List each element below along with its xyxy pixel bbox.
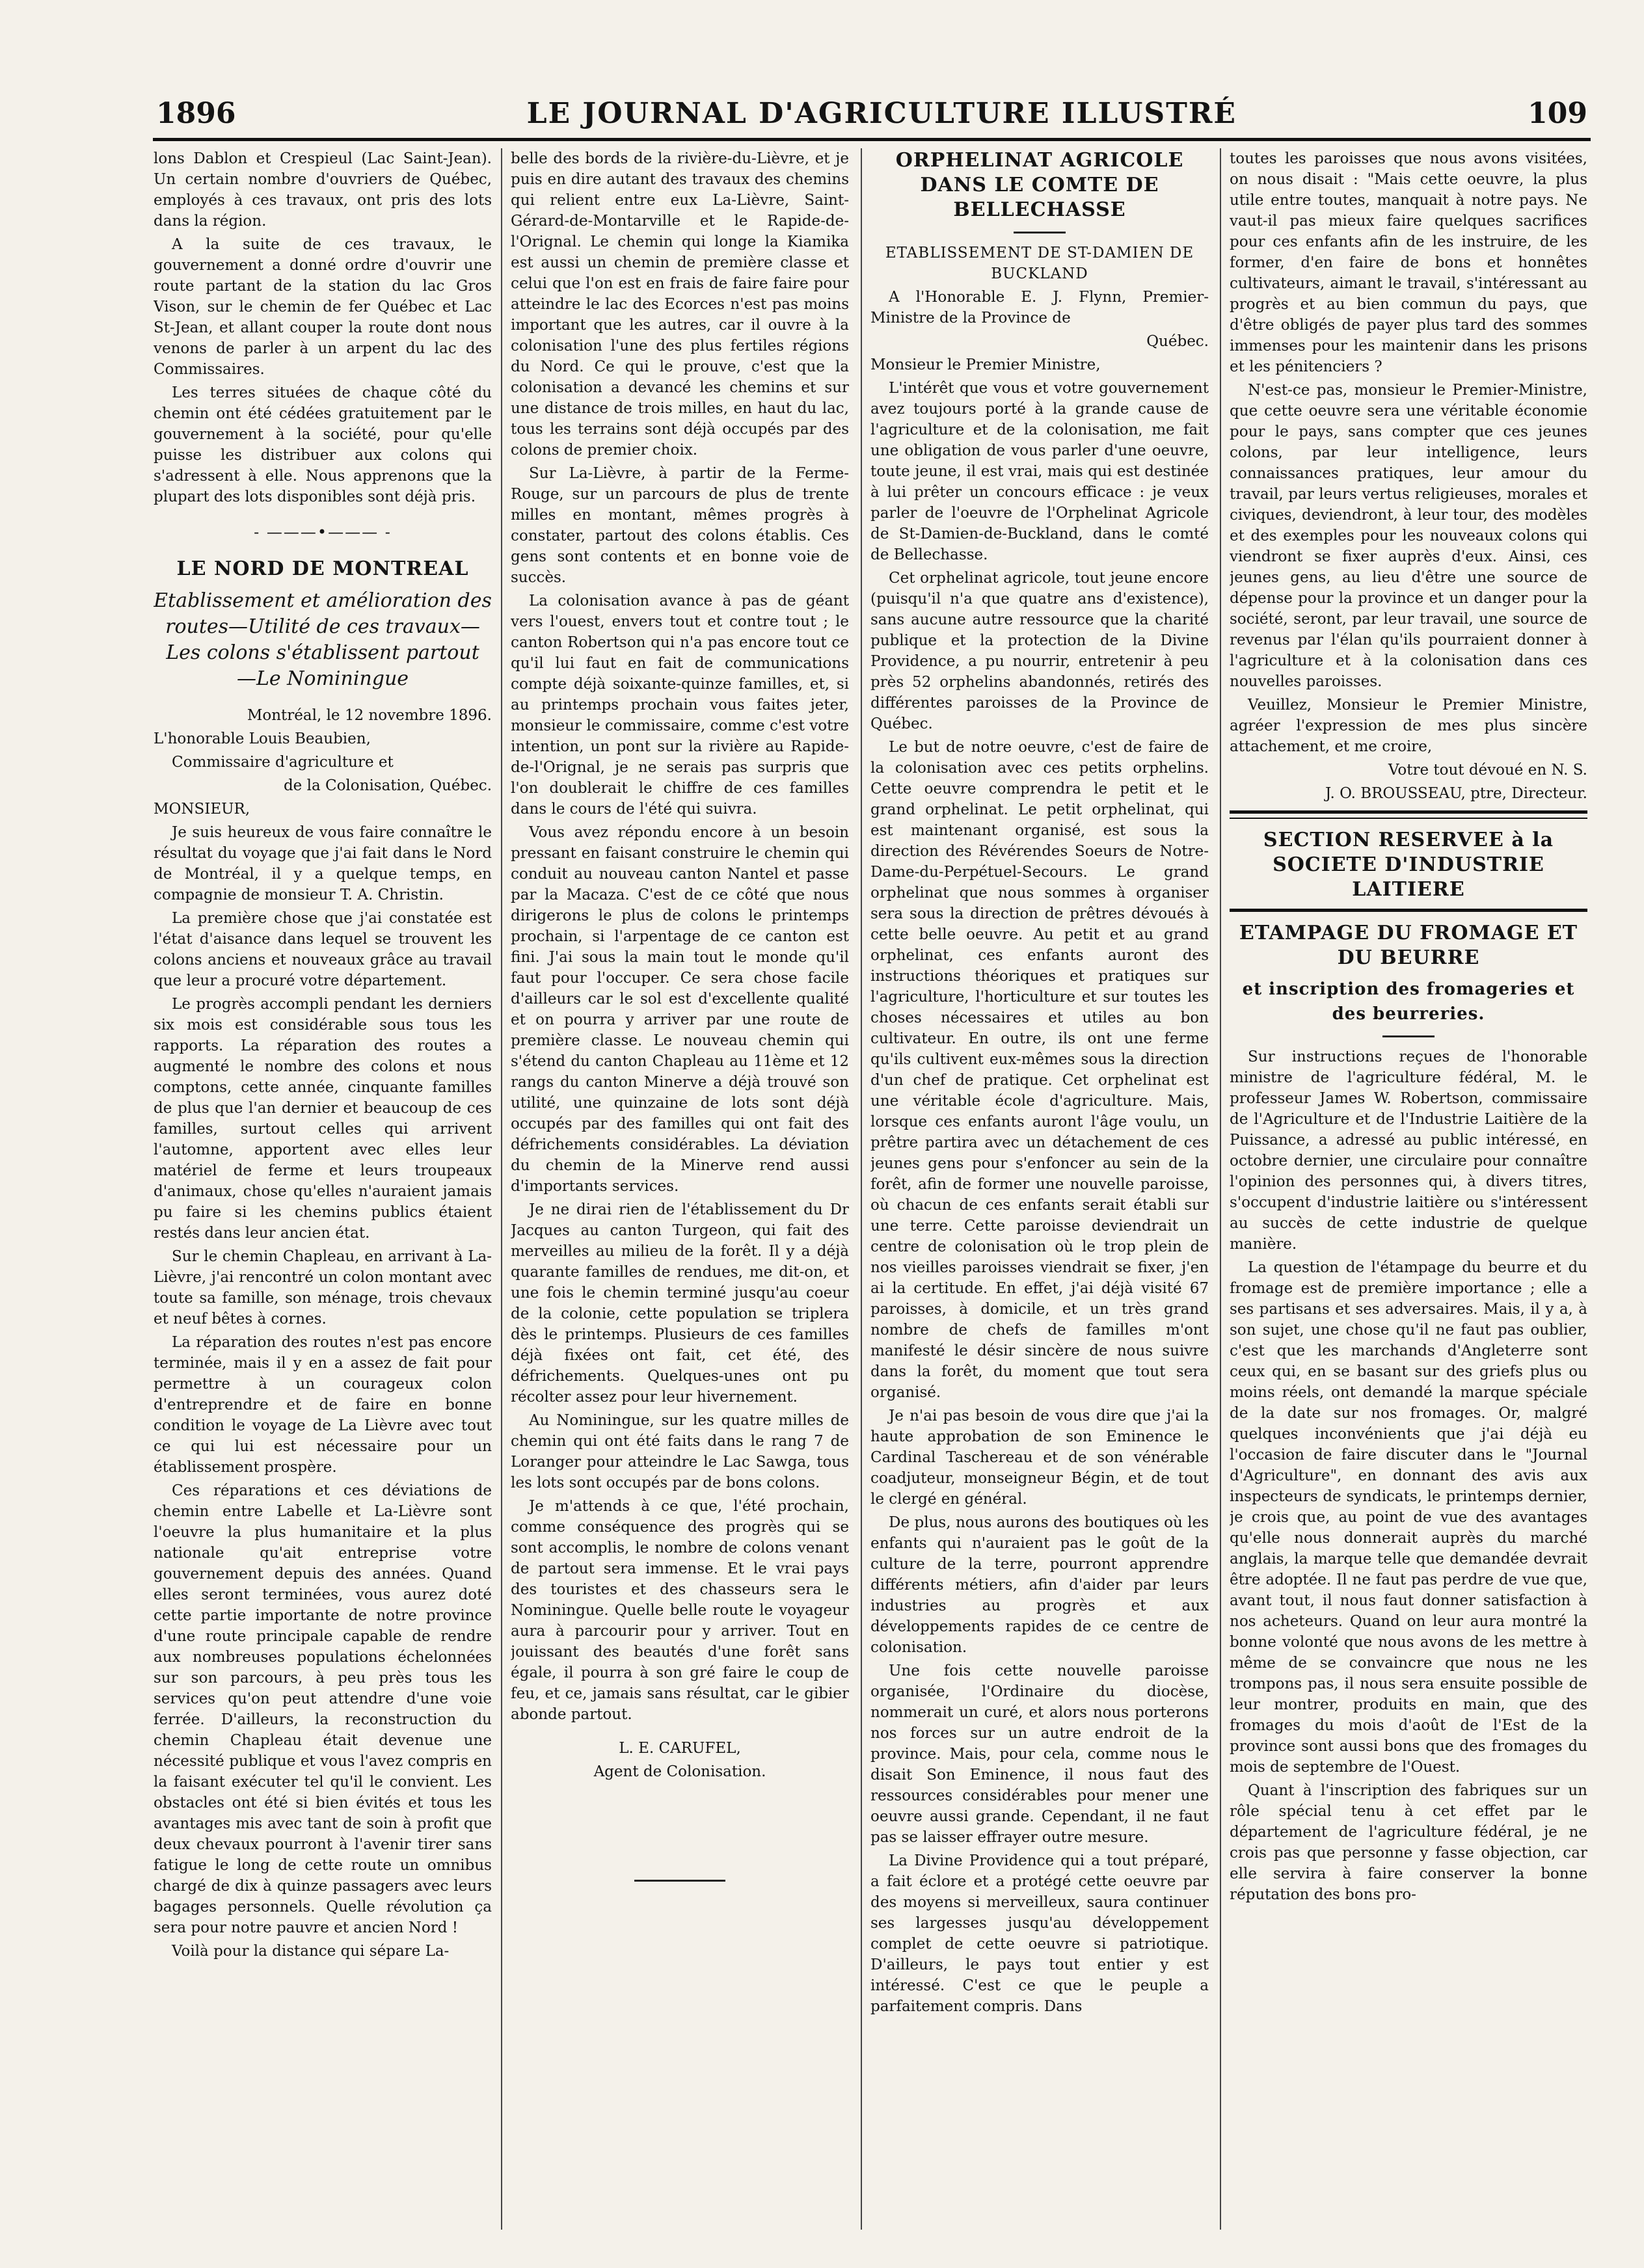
paragraph: Je ne dirai rien de l'établissement du Dr Jacques au canton Turgeon, qui fait des merveilles au milieu de la forêt. Il y a déjà quarante familles de rendues, me dit-on, et une fois le chemin terminé jusqu'au coeur de la colonie, cette population se triplera dès le printemps. Plusieurs de ces familles déjà fixées ont fait, cet été, des défrichements. Quelques-unes ont pu récolter assez pour leur hivernement.	[511, 1201, 849, 1406]
column-4	[1230, 148, 1587, 2249]
address-line: de la Colonisation, Québec.	[283, 777, 492, 794]
address-line: L'honorable Louis Beaubien,	[154, 730, 371, 747]
paragraph: Au Nominingue, sur les quatre milles de chemin qui ont été faits dans le rang 7 de Loranger pour atteindre le Lac Sawga, tous les lots sont occupés par de bons colons.	[511, 1412, 849, 1491]
subheading-line: —Le Nominingue	[236, 667, 409, 690]
paragraph: Cet orphelinat agricole, tout jeune encore (puisqu'il n'a que quatre ans d'existence), sans aucune autre ressource que la charité publique et la protection de la Divine Providence, a pu nourrir, entretenir à peu près 52 orphelins abandonnés, retirés des différentes paroisses de la Province de Québec.	[870, 570, 1209, 732]
closing: Votre tout dévoué en N. S.	[1388, 762, 1587, 779]
paragraph: Je suis heureux de vous faire connaître le résultat du voyage que j'ai fait dans le Nord de Montréal, il y a quelque temps, en compagnie de monsieur T. A. Christin.	[154, 824, 492, 903]
paragraph: Le progrès accompli pendant les derniers six mois est considérable sous tous les rapports. La réparation des routes a augmenté le nombre des colons et nous comptons, cette année, cinquante familles de plus que l'an dernier et beaucoup de ces familles, surtout celles qui arrivent l'automne, apportent avec elles leur matériel de ferme et leurs troupeaux d'animaux, chose qu'elles n'auraient jamais pu faire si les chemins publics étaient restés dans leur ancien état.	[154, 996, 492, 1242]
column-rule	[861, 148, 862, 2230]
paragraph: Veuillez, Monsieur le Premier Ministre, agréer l'expression de mes plus sincère attachement, et me croire,	[1230, 697, 1587, 755]
paragraph: A la suite de ces travaux, le gouvernement a donné ordre d'ouvrir une route partant de la station du lac Gros Vison, sur le chemin de fer Québec et Lac St-Jean, et allant couper la route dont nous venons de parler à un arpent du lac des Commissaires.	[154, 236, 492, 378]
paragraph: Sur le chemin Chapleau, en arrivant à La-Lièvre, j'ai rencontré un colon montant avec toute sa famille, son ménage, trois chevaux et neuf bêtes à cornes.	[154, 1248, 492, 1327]
paragraph: La question de l'étampage du beurre et du fromage est de première importance ; elle a ses partisans et ses adversaires. Mais, il y a, à son sujet, une chose qu'il ne faut pas oublier, c'est que les marchands d'Angleterre sont ceux qui, en se basant sur des griefs plus ou moins réels, ont demandé la marque spéciale de la date sur nos fromages. Or, malgré quelques inconvénients que j'ai déjà eu l'occasion de faire discuter dans le "Journal d'Agriculture", en donnant des avis aux inspecteurs de syndicats, le printemps dernier, je crois que, au point de vue des avantages qu'elle nous donnerait auprès du marché anglais, la marque telle que demandée devrait être adoptée. Il ne faut pas perdre de vue que, avant tout, il nous faut donner satisfaction à nos acheteurs. Quand on leur aura montré la bonne volonté que nous avons de les mettre à même de se convaincre que nous ne les trompons pas, il nous sera ensuite possible de leur montrer, produits en main, que des fromages du mois d'août de l'Est de la province sont aussi bons que des fromages du mois de septembre de l'Ouest.	[1230, 1259, 1587, 1776]
address-line: A l'Honorable E. J. Flynn, Premier-Ministre de la Province de	[870, 289, 1209, 327]
paragraph: Le but de notre oeuvre, c'est de faire de la colonisation avec ces petits orphelins. Cette oeuvre comprendra le petit et le grand orphelinat. Le petit orphelinat, qui est maintenant organisé, est sous la direction des Révérendes Soeurs de Notre-Dame-du-Perpétuel-Secours. Le grand orphelinat que nous sommes à organiser sera sous la direction de prêtres dévoués à cette belle oeuvre. Au petit et au grand orphelinat, ces enfants auront des instructions théoriques et pratiques sur l'agriculture, l'horticulture et sur toutes les choses nécessaires et utiles au bon cultivateur. En outre, ils ont une ferme qu'ils cultivent eux-mêmes sous la direction d'un chef de pratique. Cet orphelinat est une véritable école d'agriculture. Mais, lorsque ces enfants auront l'âge voulu, un prêtre partira avec un détachement de ces jeunes gens pour s'enfoncer au sein de la forêt, afin de former une nouvelle paroisse, où chacun de ces enfants serait établi sur une terre. Cette paroisse deviendrait un centre de colonisation où le trop plein de nos vieilles paroisses viendrait se fixer, j'en ai la certitude. En effet, j'ai déjà visité 67 paroisses, à domicile, et un très grand nombre de chefs de familles m'ont manifesté le désir sincère de nous suivre dans la forêt, du moment que tout sera organisé.	[870, 739, 1209, 1401]
section-rule	[1230, 909, 1587, 912]
column-rule	[501, 148, 502, 2230]
paragraph: L'intérêt que vous et votre gouvernement avez toujours porté à la grande cause de l'agriculture et de la colonisation, me fait une obligation de vous parler d'une oeuvre, toute jeune, il est vrai, mais qui est destinée à lui prêter un concours efficace : je veux parler de l'oeuvre de l'Orphelinat Agricole de St-Damien-de-Buckland, dans le comté de Bellechasse.	[870, 380, 1209, 563]
section-headline: SECTION RESERVEE à la SOCIETE D'INDUSTRIE LAITIERE	[1263, 829, 1554, 901]
column-3	[870, 148, 1209, 2249]
paragraph: Sur instructions reçues de l'honorable ministre de l'agriculture fédéral, M. le professeur James W. Robertson, commissaire de l'Agriculture et de l'Industrie Laitière de la Puissance, a adressé au public intéressé, en octobre dernier, une circulaire pour connaître l'opinion des personnes qui, à divers titres, s'occupent d'industrie laitière ou s'intéressent au succès de cette industrie de quelque manière.	[1230, 1048, 1587, 1253]
column-1	[154, 148, 492, 2249]
rule	[1014, 232, 1066, 233]
article-subheading	[154, 588, 492, 692]
header-title: LE JOURNAL D'AGRICULTURE ILLUSTRÉ	[526, 97, 1237, 130]
paragraph: La réparation des routes n'est pas encore terminée, mais il y en a assez de fait pour permettre à un courageux colon d'entreprendre et de faire en bonne condition le voyage de La Lièvre avec tout ce qui lui est nécessaire pour un établissement prospère.	[154, 1334, 492, 1476]
paragraph: De plus, nous aurons des boutiques où les enfants qui n'auraient pas le goût de la culture de la terre, pourront apprendre différents métiers, afin d'aider par leurs industries au progrès et aux développements rapides de ce centre de colonisation.	[870, 1514, 1209, 1656]
paragraph: Une fois cette nouvelle paroisse organisée, l'Ordinaire du diocèse, nommerait un curé, et alors nous porterons nos forces sur un autre endroit de la province. Mais, pour cela, comme nous le disait Son Eminence, il nous faut des ressources considérables pour mener une oeuvre aussi grande. Cependant, il ne faut pas se laisser effrayer outre mesure.	[870, 1662, 1209, 1846]
address-line: Québec.	[1146, 333, 1209, 350]
paragraph: La Divine Providence qui a tout préparé, a fait éclore et a protégé cette oeuvre par des moyens si merveilleux, saura continuer ses largesses jusqu'au développement complet de cette oeuvre si patriotique. D'ailleurs, le pays tout entier y est intéressé. C'est ce que le peuple a parfaitement compris. Dans	[870, 1852, 1209, 2015]
end-rule	[634, 1880, 725, 1882]
paragraph: La première chose que j'ai constatée est l'état d'aisance dans lequel se trouvent les colons anciens et nouveaux grâce au travail que leur a procuré votre département.	[154, 910, 492, 989]
rule	[1382, 1035, 1435, 1037]
subheading-line: Etablissement et amélioration des routes—Utilité de ces travaux—	[154, 589, 492, 638]
signature: L. E. CARUFEL,	[619, 1740, 741, 1757]
article-headline: LE NORD DE MONTREAL	[176, 557, 469, 580]
salutation: MONSIEUR,	[154, 801, 250, 818]
paragraph: La colonisation avance à pas de géant vers l'ouest, envers tout et contre tout ; le canton Robertson qui n'a pas encore tout ce qu'il lui faut en fait de communications compte déjà soixante-quinze familles, et, si au printemps prochain vous faites jeter, monsieur le commissaire, comme c'est votre intention, un pont sur la rivière au Rapide-de-l'Orignal, je ne serais pas surpris que l'on doublerait le chiffre de ces familles dans le cours de l'été qui suivra.	[511, 593, 849, 818]
paragraph: Je n'ai pas besoin de vous dire que j'ai la haute approbation de son Eminence le Cardinal Taschereau et de son vénérable coadjuteur, monseigneur Bégin, et de tout le clergé en général.	[870, 1407, 1209, 1508]
subheading-line: Les colons s'établissent partout	[166, 641, 479, 664]
paragraph: N'est-ce pas, monsieur le Premier-Ministre, que cette oeuvre sera une véritable économie pour le pays, sans compter que ces jeunes colons, par leur intelligence, leurs connaissances pratiques, leur amour du travail, par leurs vertus religieuses, morales et civiques, deviendront, à leur tour, des modèles et des exemples pour les nouveaux colons qui viendront se fixer auprès d'eux. Ainsi, ces jeunes gens, au lieu d'être une source de dépense pour la province et un danger pour la société, seront, par leur travail, une source de revenus par l'élan qu'ils pourraient donner à l'agriculture et à la colonisation dans ces nouvelles paroisses.	[1230, 382, 1587, 690]
header-rule	[153, 138, 1591, 141]
signature-title: Agent de Colonisation.	[593, 1763, 766, 1780]
section-separator: - ———•——— -	[254, 523, 392, 541]
paragraph: lons Dablon et Crespieul (Lac Saint-Jean). Un certain nombre d'ouvriers de Québec, employés à ces travaux, ont pris des lots dans la région.	[154, 150, 492, 230]
paragraph: Les terres situées de chaque côté du chemin ont été cédées gratuitement par le gouvernement à la société, pour qu'elle puisse les distribuer aux colons qui s'adressent à elle. Nous apprenons que la plupart des lots disponibles sont déjà pris.	[154, 384, 492, 505]
column-2	[511, 148, 849, 2249]
header-page-number: 109	[1528, 97, 1587, 130]
paragraph: Vous avez répondu encore à un besoin pressant en faisant construire le chemin qui conduit au nouveau canton Nantel et passe par la Macaza. C'est de ce côté que nous dirigerons le plus de colons le printemps prochain, si l'arpentage de ce canton est fini. J'ai sous la main tout le monde qu'il faut pour l'occuper. Ce sera chose facile d'ailleurs car le sol est d'excellente qualité et on pourra y arriver par une route de première classe. Le nouveau chemin qui s'étend du canton Chapleau au 11ème et 12 rangs du canton Minerve a déjà trouvé son utilité, une quinzaine de lots sont déjà occupés par des familles qui ont fait des défrichements considérables. La déviation du chemin de la Minerve rend aussi d'importants services.	[511, 824, 849, 1195]
article-headline: ORPHELINAT AGRICOLE DANS LE COMTE DE BELLECHASSE	[895, 149, 1184, 221]
article-subheading: et inscription des fromageries et des beurreries.	[1242, 980, 1575, 1024]
paragraph: Je m'attends à ce que, l'été prochain, comme conséquence des progrès qui se sont accomplis, le nombre de colons venant de partout sera immense. Et le vrai pays des touristes et des chasseurs sera le Nominingue. Quelle belle route le voyageur aura à parcourir pour y arriver. Tout en jouissant des beautés d'une forêt sans égale, il pourra à son gré faire le coup de feu, et ce, jamais sans résultat, car le gibier abonde partout.	[511, 1498, 849, 1723]
paragraph: Voilà pour la distance qui sépare La-	[172, 1943, 450, 1960]
article-subheading: ETABLISSEMENT DE ST-DAMIEN DE BUCKLAND	[885, 245, 1194, 282]
paragraph: Ces réparations et ces déviations de chemin entre Labelle et La-Lièvre sont l'oeuvre la plus humanitaire et la plus nationale qu'ait entreprise votre gouvernement depuis des années. Quand elles seront terminées, vous aurez doté cette partie importante de notre province d'une route principale capable de rendre aux nombreuses populations échelonnées sur son parcours, à peu près tous les services qu'on peut attendre d'une voie ferrée. D'ailleurs, la reconstruction du chemin Chapleau était devenue une nécessité publique et vous l'avez compris en la faisant exécuter tel qu'il le convient. Les obstacles ont été si bien évités et tous les avantages mis avec tant de soin à profit que deux chevaux pourront à l'avenir tirer sans fatigue le long de cette route un omnibus chargé de dix à quinze passagers avec leurs bagages personnels. Quelle révolution ça sera pour notre pauvre et ancien Nord !	[154, 1482, 492, 1936]
signature: J. O. BROUSSEAU, ptre, Directeur.	[1325, 785, 1587, 802]
salutation: Monsieur le Premier Ministre,	[870, 356, 1101, 373]
section-rule	[1230, 810, 1587, 814]
page-header	[156, 78, 1587, 130]
dateline: Montréal, le 12 novembre 1896.	[247, 707, 492, 724]
header-year: 1896	[156, 97, 236, 130]
address-line: Commissaire d'agriculture et	[172, 754, 394, 771]
paragraph: toutes les paroisses que nous avons visitées, on nous disait : "Mais cette oeuvre, la plus utile entre toutes, manquait à notre pays. Ne vaut-il pas mieux faire quelques sacrifices pour ces enfants afin de les instruire, de les former, d'en faire de bons et honnêtes cultivateurs, aimant le travail, s'intéressant au progrès et au bien commun du pays, que d'être obligés de payer plus tard des sommes immenses pour les maintenir dans les prisons et les pénitenciers ?	[1230, 150, 1587, 375]
paragraph: Quant à l'inscription des fabriques sur un rôle spécial tenu à cet effet par le département de l'agriculture fédéral, je ne crois pas que personne y fasse objection, car elle servira à faire conserver la bonne réputation des bons pro-	[1230, 1782, 1587, 1903]
article-headline: ETAMPAGE DU FROMAGE ET DU BEURRE	[1239, 922, 1578, 969]
paragraph: belle des bords de la rivière-du-Lièvre, et je puis en dire autant des travaux des chemins qui relient entre eux La-Lièvre, Saint-Gérard-de-Montarville et le Rapide-de-l'Orignal. Le chemin qui longe la Kiamika est aussi un chemin de première classe et celui que l'on est en frais de faire faire pour atteindre le lac des Ecorces n'est pas moins important que les autres, car il ouvre à la colonisation l'une des plus fertiles régions du Nord. Ce qui le prouve, c'est que la colonisation a devancé les chemins et sur une distance de trois milles, en haut du lac, tous les terrains sont déjà occupés par des colons de premier choix.	[511, 150, 849, 459]
section-rule	[1230, 818, 1587, 819]
paragraph: Sur La-Lièvre, à partir de la Ferme-Rouge, sur un parcours de plus de trente milles en montant, mêmes progrès à constater, partout des colons établis. Ces gens sont contents et en bonne voie de succès.	[511, 465, 849, 586]
column-rule	[1220, 148, 1221, 2230]
